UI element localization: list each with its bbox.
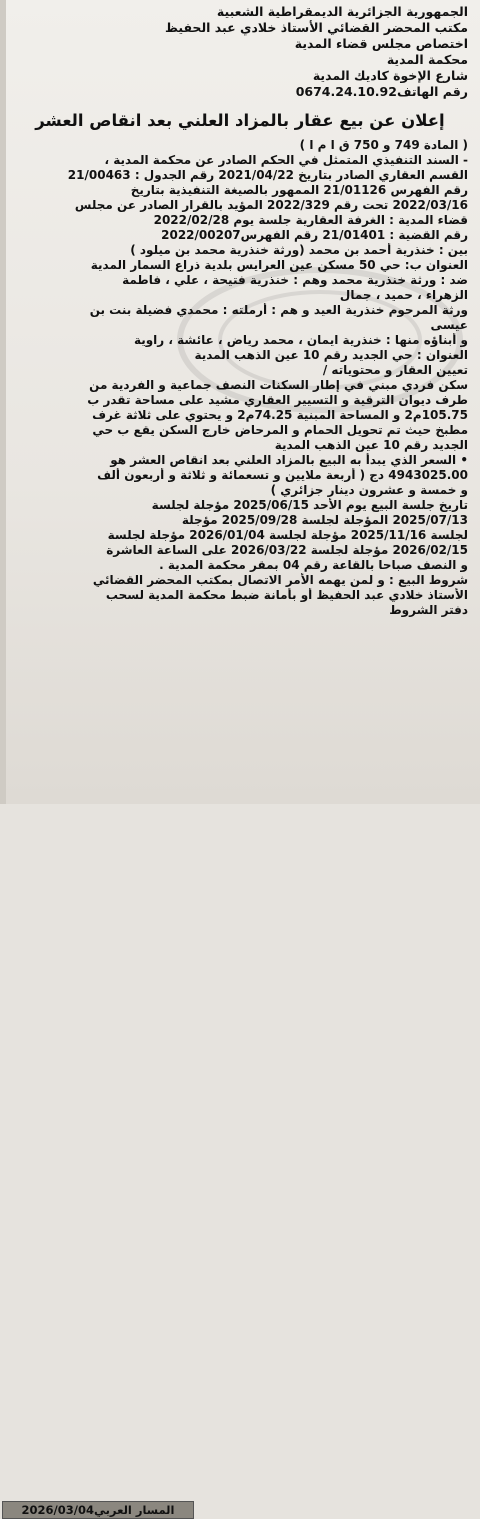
header-street: شارع الإخوة كاديك المدية bbox=[312, 68, 468, 83]
notice-line: العنوان ب: حي 50 مسكن عين العرايس بلدية ذراع السمار المدية bbox=[90, 258, 468, 272]
notice-line: الزهراء ، حميد ، جمال bbox=[339, 288, 468, 302]
notice-line: ورثة المرحوم خنذرية العيد و هم : أرملته : محمدي فضيلة بنت بن bbox=[89, 303, 468, 317]
notice-line: العنوان : حي الجديد رقم 10 عين الذهب المدية bbox=[194, 348, 468, 362]
notice-line: شروط البيع : و لمن يهمه الأمر الاتصال بمكتب المحضر القضائي bbox=[92, 573, 468, 587]
notice-line: مطبخ حيث تم تحويل الحمام و المرحاض خارج السكن يقع ب حي bbox=[92, 423, 468, 437]
notice-line: ضد : ورثة خنذرية محمد وهم : خنذرية فتيحة ، علي ، فاطمة bbox=[122, 273, 468, 287]
notice-line: سكن فردي مبني في إطار السكنات النصف جماعية و الفردية من bbox=[89, 378, 468, 392]
notice-line: دفتر الشروط bbox=[389, 603, 468, 617]
notice-line: القسم العقاري الصادر بتاريخ 2021/04/22 رقم الجدول : 21/00463 bbox=[67, 168, 468, 182]
notice-line: بين : خنذرية أحمد بن محمد (ورثة خنذرية محمد بن ميلود ) bbox=[130, 243, 468, 257]
notice-line: الجديد رقم 10 عين الذهب المدية bbox=[274, 438, 468, 452]
notice-line: رقم القضية : 21/01401 رقم الفهرس2022/00207 bbox=[161, 228, 468, 242]
notice-line: تعيين العقار و محتوياته / bbox=[322, 363, 468, 377]
header-jurisdiction: اختصاص مجلس قضاء المدية bbox=[294, 36, 468, 51]
notice-line: 4943025.00 دج ( أربعة ملايين و تسعمائة و ثلاثة و أربعون ألف bbox=[97, 468, 468, 482]
footer-area bbox=[0, 744, 476, 1517]
header-court: محكمة المدية bbox=[386, 52, 468, 67]
notice-line: و النصف صباحا بالقاعة رقم 04 بمقر محكمة المدية . bbox=[159, 558, 468, 572]
notice-line: 2022/03/16 تحت رقم 2022/329 المؤيد بالقرار الصادر عن مجلس bbox=[74, 198, 468, 212]
notice-line: عيسى bbox=[430, 318, 468, 332]
notice-line: 105.75م2 و المساحة المبنية 74.25م2 و يحتوي على ثلاثة غرف bbox=[92, 408, 468, 422]
notice-line: تاريخ جلسة البيع يوم الأحد 2025/06/15 مؤجلة لجلسة bbox=[151, 498, 468, 512]
notice-line: و أبناؤه منها : خنذرية ايمان ، محمد رياض ، عائشة ، راوية bbox=[133, 333, 468, 347]
notice-line: - السند التنفيذي المتمثل في الحكم الصادر عن محكمة المدية ، bbox=[104, 153, 468, 167]
notice-line: • السعر الذي يبدأ به البيع بالمزاد العلني بعد انقاص العشر هو bbox=[110, 453, 468, 467]
notice-document bbox=[4, 0, 476, 804]
notice-line: قضاء المدية : الغرفة العقارية جلسة يوم 2022/02/28 bbox=[153, 213, 468, 227]
newspaper-date: 2026/03/04 bbox=[21, 1503, 94, 1517]
newspaper-name: المسار العربي bbox=[93, 1503, 175, 1517]
bailiff-header bbox=[4, 0, 476, 100]
notice-line: رقم الفهرس 21/01126 الممهور بالصيغة التنفيذية بتاريخ bbox=[130, 183, 468, 197]
newspaper-date-stamp bbox=[2, 1501, 194, 1519]
notice-line: طرف ديوان الترقية و التسيير العقاري مشيد على مساحة تقدر ب bbox=[87, 393, 468, 407]
notice-line: الأستاذ خلادي عبد الحفيظ أو بأمانة ضبط محكمة المدية لسحب bbox=[105, 588, 468, 602]
header-republic: الجمهورية الجزائرية الديمقراطية الشعبية bbox=[216, 4, 468, 19]
notice-title: إعلان عن بيع عقار بالمزاد العلني بعد انقاص العشر bbox=[35, 111, 445, 130]
notice-line: 2025/07/13 المؤجلة لجلسة 2025/09/28 مؤجلة bbox=[181, 513, 468, 527]
notice-line: ( المادة 749 و 750 ق ا م ا ) bbox=[299, 138, 468, 152]
header-office: مكتب المحضر القضائي الأستاذ خلادي عبد الحفيظ bbox=[164, 20, 468, 35]
notice-line: و خمسة و عشرون دينار جزائري ) bbox=[270, 483, 468, 497]
notice-line: 2026/02/15 مؤجلة لجلسة 2026/03/22 على الساعة العاشرة bbox=[106, 543, 468, 557]
notice-body bbox=[4, 134, 476, 618]
notice-line: لجلسة 2025/11/16 مؤجلة لجلسة 2026/01/04 مؤجلة لجلسة bbox=[107, 528, 468, 542]
header-phone: رقم الهاتف0674.24.10.92 bbox=[295, 84, 468, 99]
